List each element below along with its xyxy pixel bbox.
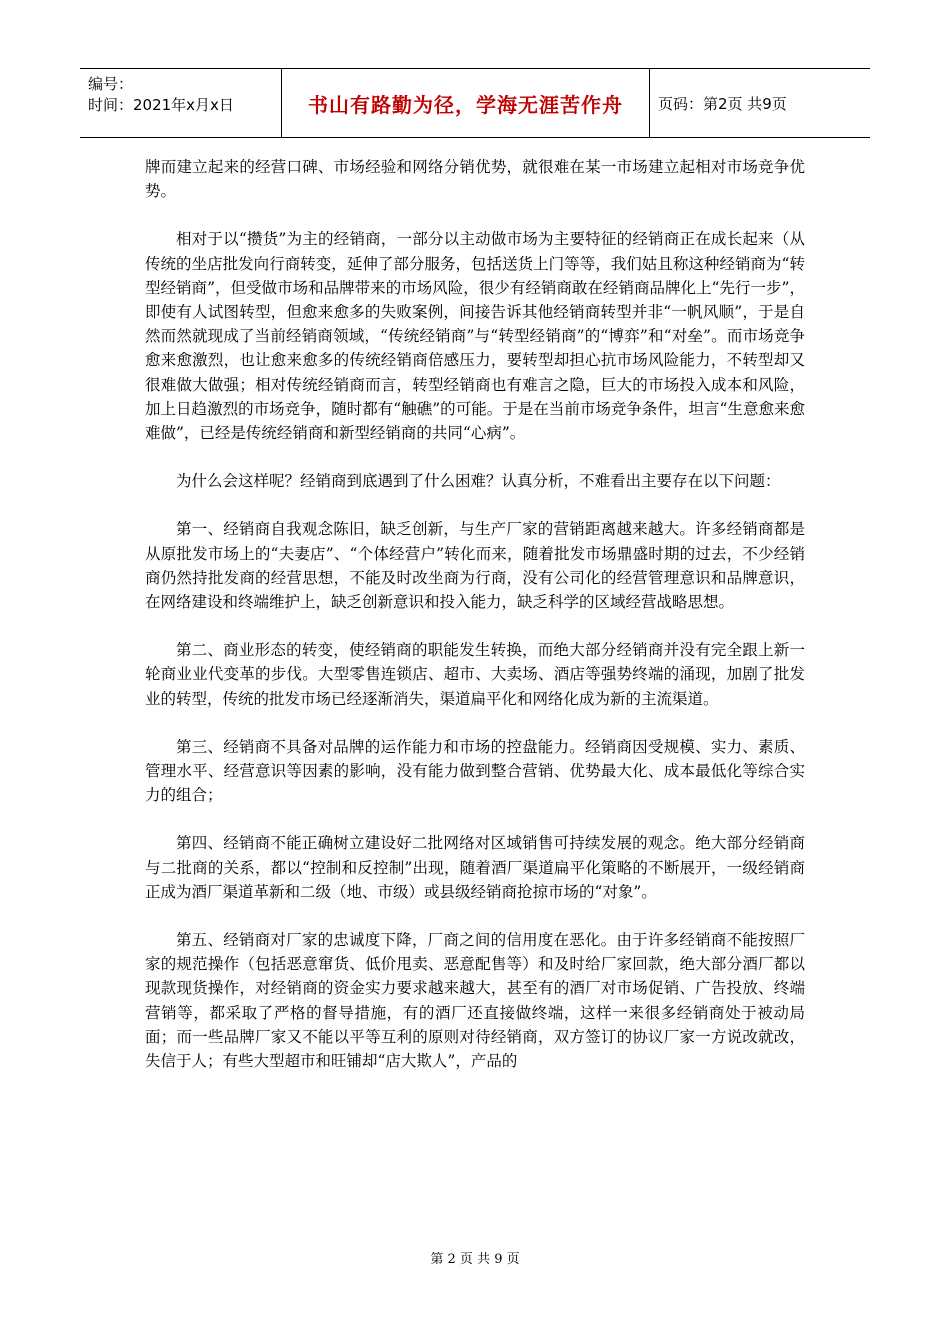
paragraph: 第二、商业形态的转变，使经销商的职能发生转换，而绝大部分经销商并没有完全跟上新一轮商业业代变革的步伐。大型零售连锁店、超市、大卖场、酒店等强势终端的涌现，加剧了批发业的转型，传统的批发市场已经逐渐消失，渠道扁平化和网络化成为新的主流渠道。 <box>145 641 805 708</box>
header-info-cell <box>80 69 282 137</box>
paragraph: 相对于以“攒货”为主的经销商，一部分以主动做市场为主要特征的经销商正在成长起来（从传统的坐店批发向行商转变，延伸了部分服务，包括送货上门等等，我们姑且称这种经销商为“转型经销商”，但受做市场和品牌带来的市场风险，很少有经销商敢在经销商品牌化上“先行一步”，即使有人试图转型，但愈来愈多的失败案例，间接告诉其他经销商转型并非“一帆风顺”，于是自然而然就现成了当前经销商领域，“传统经销商”与“转型经销商”的“博弈”和“对垒”。而市场竞争愈来愈激烈，也让愈来愈多的传统经销商倍感压力，要转型却担心抗市场风险能力，不转型却又很难做大做强；相对传统经销商而言，转型经销商也有难言之隐，巨大的市场投入成本和风险，加上日趋激烈的市场竞争，随时都有“触礁”的可能。于是在当前市场竞争条件，坦言“生意愈来愈难做”，已经是传统经销商和新型经销商的共同“心病”。 <box>145 230 805 443</box>
paragraph: 第五、经销商对厂家的忠诚度下降，厂商之间的信用度在恶化。由于许多经销商不能按照厂家的规范操作（包括恶意窜货、低价甩卖、恶意配售等）和及时给厂家回款，绝大部分酒厂都以现款现货操作，对经销商的资金实力要求越来越大，甚至有的酒厂对市场促销、广告投放、终端营销等，都采取了严格的督导措施，有的酒厂还直接做终端，这样一来很多经销商处于被动局面；而一些品牌厂家又不能以平等互利的原则对待经销商，双方签订的协议厂家一方说改就改，失信于人；有些大型超市和旺铺却“店大欺人”，产品的 <box>145 931 805 1071</box>
paragraph: 第四、经销商不能正确树立建设好二批网络对区域销售可持续发展的观念。绝大部分经销商与二批商的关系，都以“控制和反控制”出现，随着酒厂渠道扁平化策略的不断展开，一级经销商正成为酒厂渠道革新和二级（地、市级）或县级经销商抢掠市场的“对象”。 <box>145 834 805 901</box>
paragraph: 第三、经销商不具备对品牌的运作能力和市场的控盘能力。经销商因受规模、实力、素质、管理水平、经营意识等因素的影响，没有能力做到整合营销、优势最大化、成本最低化等综合实力的组合； <box>145 737 805 805</box>
header-page-cell <box>650 69 870 137</box>
header-motto-cell <box>282 69 650 137</box>
paragraph: 第一、经销商自我观念陈旧，缺乏创新，与生产厂家的营销距离越来越大。许多经销商都是从原批发市场上的“夫妻店”、“个体经营户”转化而来，随着批发市场鼎盛时期的过去，不少经销商仍然持批发商的经营思想，不能及时改坐商为行商，没有公司化的经营管理意识和品牌意识，在网络建设和终端维护上，缺乏创新意识和投入能力，缺乏科学的区域经营战略思想。 <box>145 520 805 612</box>
paragraph: 为什么会这样呢？经销商到底遇到了什么困难？认真分析，不难看出主要存在以下问题： <box>176 472 781 491</box>
paragraph-continuation: 牌而建立起来的经营口碑、市场经验和网络分销优势，就很难在某一市场建立起相对市场竞争优势。 <box>145 158 805 201</box>
page-footer: 第 2 页 共 9 页 <box>430 1252 520 1267</box>
header-motto: 书山有路勤为径，学海无涯苦作舟 <box>308 92 623 117</box>
doc-number-label: 编号： <box>88 75 134 93</box>
page-header <box>80 68 870 138</box>
header-page-number: 页码：第2页 共9页 <box>658 94 787 113</box>
doc-time-label: 时间：2021年x月x日 <box>88 96 234 114</box>
document-body <box>145 155 805 1097</box>
